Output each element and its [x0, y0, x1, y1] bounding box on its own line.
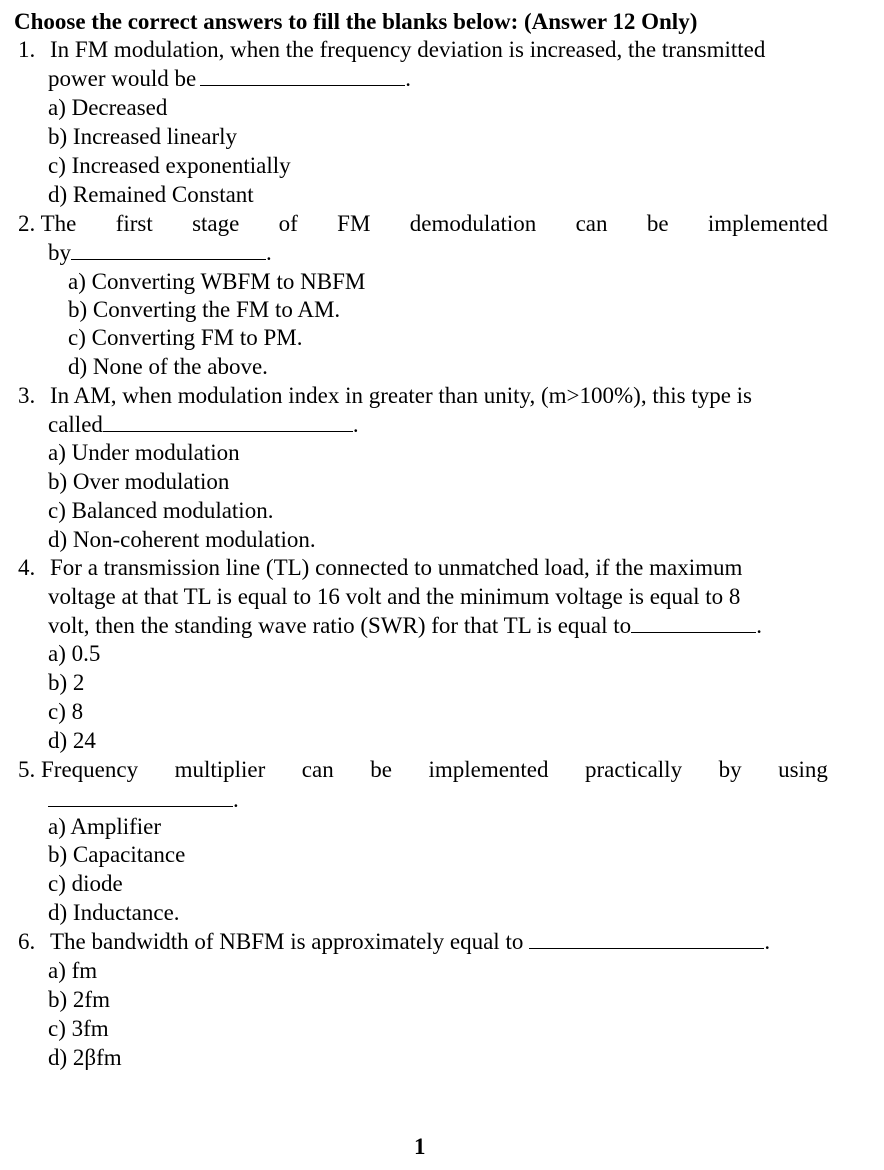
- stem-word: practically: [585, 757, 683, 782]
- stem-word: demodulation: [409, 211, 537, 236]
- answer-blank: [48, 788, 233, 807]
- stem-word: first: [115, 211, 153, 236]
- answer-blank: [103, 413, 353, 432]
- question-number: 1.: [18, 37, 36, 62]
- stem-word: can: [575, 211, 608, 236]
- question-stem: power would be: [48, 66, 197, 91]
- option-2b: b) Converting the FM to AM.: [68, 297, 341, 322]
- option-4b: b) 2: [48, 670, 85, 695]
- stem-word: implemented: [428, 757, 549, 782]
- question-6-line1: [18, 930, 770, 953]
- option-4d: d) 24: [48, 728, 96, 753]
- question-number: 2. The: [18, 211, 77, 236]
- option-5c: c) diode: [48, 871, 123, 896]
- option-5d: d) Inductance.: [48, 900, 180, 925]
- option-6d: d) 2βfm: [48, 1045, 122, 1070]
- page-number: 1: [414, 1134, 426, 1159]
- answer-blank: [529, 930, 764, 949]
- question-2-line1: [18, 212, 828, 235]
- stem-word: implemented: [707, 211, 828, 236]
- question-4-line3: [48, 614, 762, 637]
- option-1c: c) Increased exponentially: [48, 153, 291, 178]
- question-number: 6.: [18, 929, 36, 954]
- option-2d: d) None of the above.: [68, 354, 268, 379]
- question-number: 5. Frequency: [18, 757, 139, 782]
- page-header: Choose the correct answers to fill the blanks below: (Answer 12 Only): [14, 9, 698, 34]
- blank-end: .: [756, 613, 762, 638]
- option-1d: d) Remained Constant: [48, 182, 254, 207]
- question-5-line1: [18, 758, 828, 781]
- option-3d: d) Non-coherent modulation.: [48, 527, 316, 552]
- answer-blank: [71, 241, 266, 260]
- answer-blank: [631, 614, 756, 633]
- question-1-line1: [18, 38, 765, 61]
- option-1b: b) Increased linearly: [48, 124, 238, 149]
- stem-word: be: [370, 757, 392, 782]
- blank-end: .: [405, 66, 411, 91]
- option-5a: a) Amplifier: [48, 814, 162, 839]
- question-5-line2: [48, 788, 239, 811]
- stem-word: by: [718, 757, 742, 782]
- stem-word: using: [778, 757, 828, 782]
- question-1-line2: [48, 67, 411, 90]
- stem-word: FM: [337, 211, 371, 236]
- stem-word: multiplier: [174, 757, 266, 782]
- question-stem: called: [48, 412, 103, 437]
- blank-end: .: [764, 929, 771, 954]
- option-3a: a) Under modulation: [48, 440, 240, 465]
- blank-end: .: [233, 787, 239, 812]
- question-number: 3.: [18, 383, 36, 408]
- blank-end: .: [352, 412, 359, 437]
- question-3-line1: [18, 384, 752, 407]
- answer-blank: [200, 67, 405, 86]
- question-stem: volt, then the standing wave ratio (SWR) for that TL is equal to: [48, 613, 632, 638]
- stem-word: stage: [192, 211, 240, 236]
- question-stem: In AM, when modulation index in greater than unity, (m>100%), this type is: [50, 383, 753, 408]
- stem-word: of: [278, 211, 298, 236]
- option-1a: a) Decreased: [48, 95, 168, 120]
- option-5b: b) Capacitance: [48, 842, 186, 867]
- question-number: 4.: [18, 555, 36, 580]
- option-2c: c) Converting FM to PM.: [68, 325, 303, 350]
- option-4a: a) 0.5: [48, 641, 101, 666]
- stem-word: be: [646, 211, 669, 236]
- question-2-line2: [48, 241, 272, 264]
- question-4-line2: voltage at that TL is equal to 16 volt and the minimum voltage is equal to 8: [48, 584, 741, 609]
- option-3c: c) Balanced modulation.: [48, 498, 274, 523]
- question-stem: The bandwidth of NBFM is approximately equal to: [50, 929, 524, 954]
- question-stem: In FM modulation, when the frequency deviation is increased, the transmitted: [50, 37, 766, 62]
- question-stem: by: [48, 240, 71, 265]
- option-6a: a) fm: [48, 958, 98, 983]
- option-2a: a) Converting WBFM to NBFM: [68, 269, 366, 294]
- option-3b: b) Over modulation: [48, 469, 230, 494]
- question-3-line2: [48, 413, 359, 436]
- option-6c: c) 3fm: [48, 1016, 109, 1041]
- blank-end: .: [266, 240, 272, 265]
- question-4-line1: [18, 556, 742, 579]
- option-6b: b) 2fm: [48, 987, 110, 1012]
- option-4c: c) 8: [48, 699, 84, 724]
- stem-word: can: [301, 757, 334, 782]
- question-stem: For a transmission line (TL) connected to unmatched load, if the maximum: [50, 555, 743, 580]
